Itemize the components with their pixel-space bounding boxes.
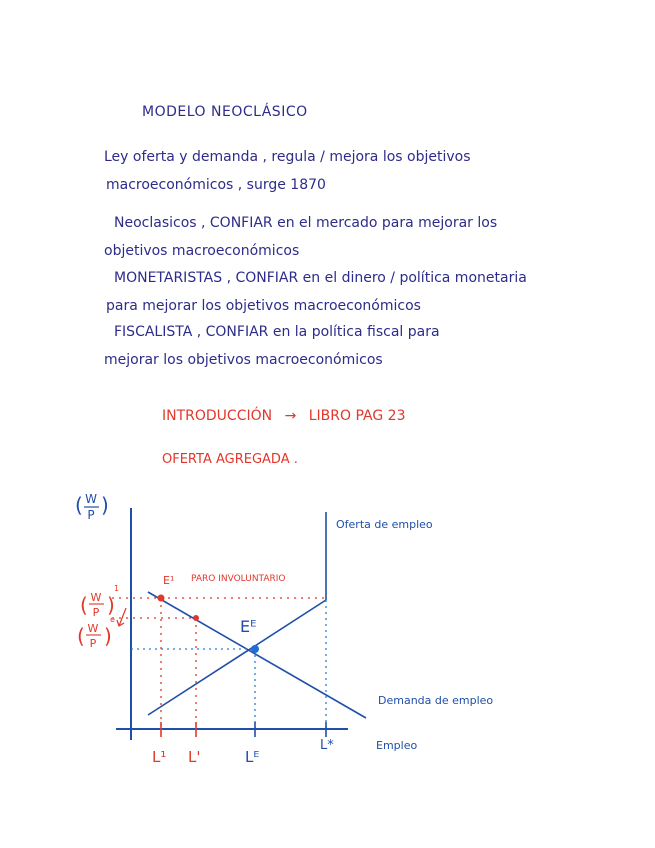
intro-label: INTRODUCCIÓN [162,408,273,424]
wage-2-numerator: W [87,622,99,635]
paragraph-2-line-1: Neoclasicos , CONFIAR en el mercado para mejorar los [114,215,498,231]
paragraph-2-line-2: objetivos macroeconómicos [104,243,300,259]
point-e1-dot [158,595,165,602]
wage-1-numerator: W [90,591,102,604]
wage-1-right-paren: ) [107,593,115,617]
tick-label-lstar: L* [320,738,334,753]
y-axis-right-paren: ) [101,493,109,517]
point-e1-label: E¹ [163,574,175,587]
y-axis-label-numerator: W [85,492,97,506]
section-heading: OFERTA AGREGADA . [162,452,298,467]
demand-curve-label: Demanda de empleo [378,694,494,707]
tick-label-le: Lᴱ [245,748,260,766]
wage-2-label [77,615,115,650]
y-axis-left-paren: ( [75,493,83,517]
wage-1-label [80,584,119,619]
paragraph-1-line-1: Ley oferta y demanda , regula / mejora los objetivos [104,149,471,165]
tick-label-l1: L¹ [152,748,167,766]
paragraph-3-line-1: MONETARISTAS , CONFIAR en el dinero / política monetaria [114,270,527,286]
y-axis-label [75,492,109,522]
x-axis-label: Empleo [376,739,418,752]
paragraph-4-line-2: mejorar los objetivos macroeconómicos [104,352,383,368]
page-title: MODELO NEOCLÁSICO [142,104,308,120]
wage-2-denominator: P [89,637,97,650]
equilibrium-dot [251,645,259,653]
demand-curve [148,592,366,718]
supply-curve-label: Oferta de empleo [336,518,433,531]
wage-1-denominator: P [92,606,100,619]
paro-involuntario-label: PARO INVOLUNTARIO [191,574,286,584]
wage-1-left-paren: ( [80,593,88,617]
wage-2-left-paren: ( [77,624,85,648]
paragraph-1-line-2: macroeconómicos , surge 1870 [106,177,326,193]
equilibrium-label: Eᴱ [240,617,257,636]
point-demand-dot [193,615,199,621]
wage-2-superscript: e [110,615,115,624]
right-arrow-icon: → [284,408,297,424]
book-reference: LIBRO PAG 23 [308,408,406,424]
tick-label-l1b: L' [188,748,201,766]
y-axis-label-denominator: P [87,508,95,522]
supply-curve-upward [148,600,326,715]
paragraph-4-line-1: FISCALISTA , CONFIAR en la política fiscal para [114,324,440,340]
wage-1-superscript: 1 [114,584,120,593]
paragraph-3-line-2: para mejorar los objetivos macroeconómicos [106,298,421,314]
wage-2-right-paren: ) [104,624,112,648]
